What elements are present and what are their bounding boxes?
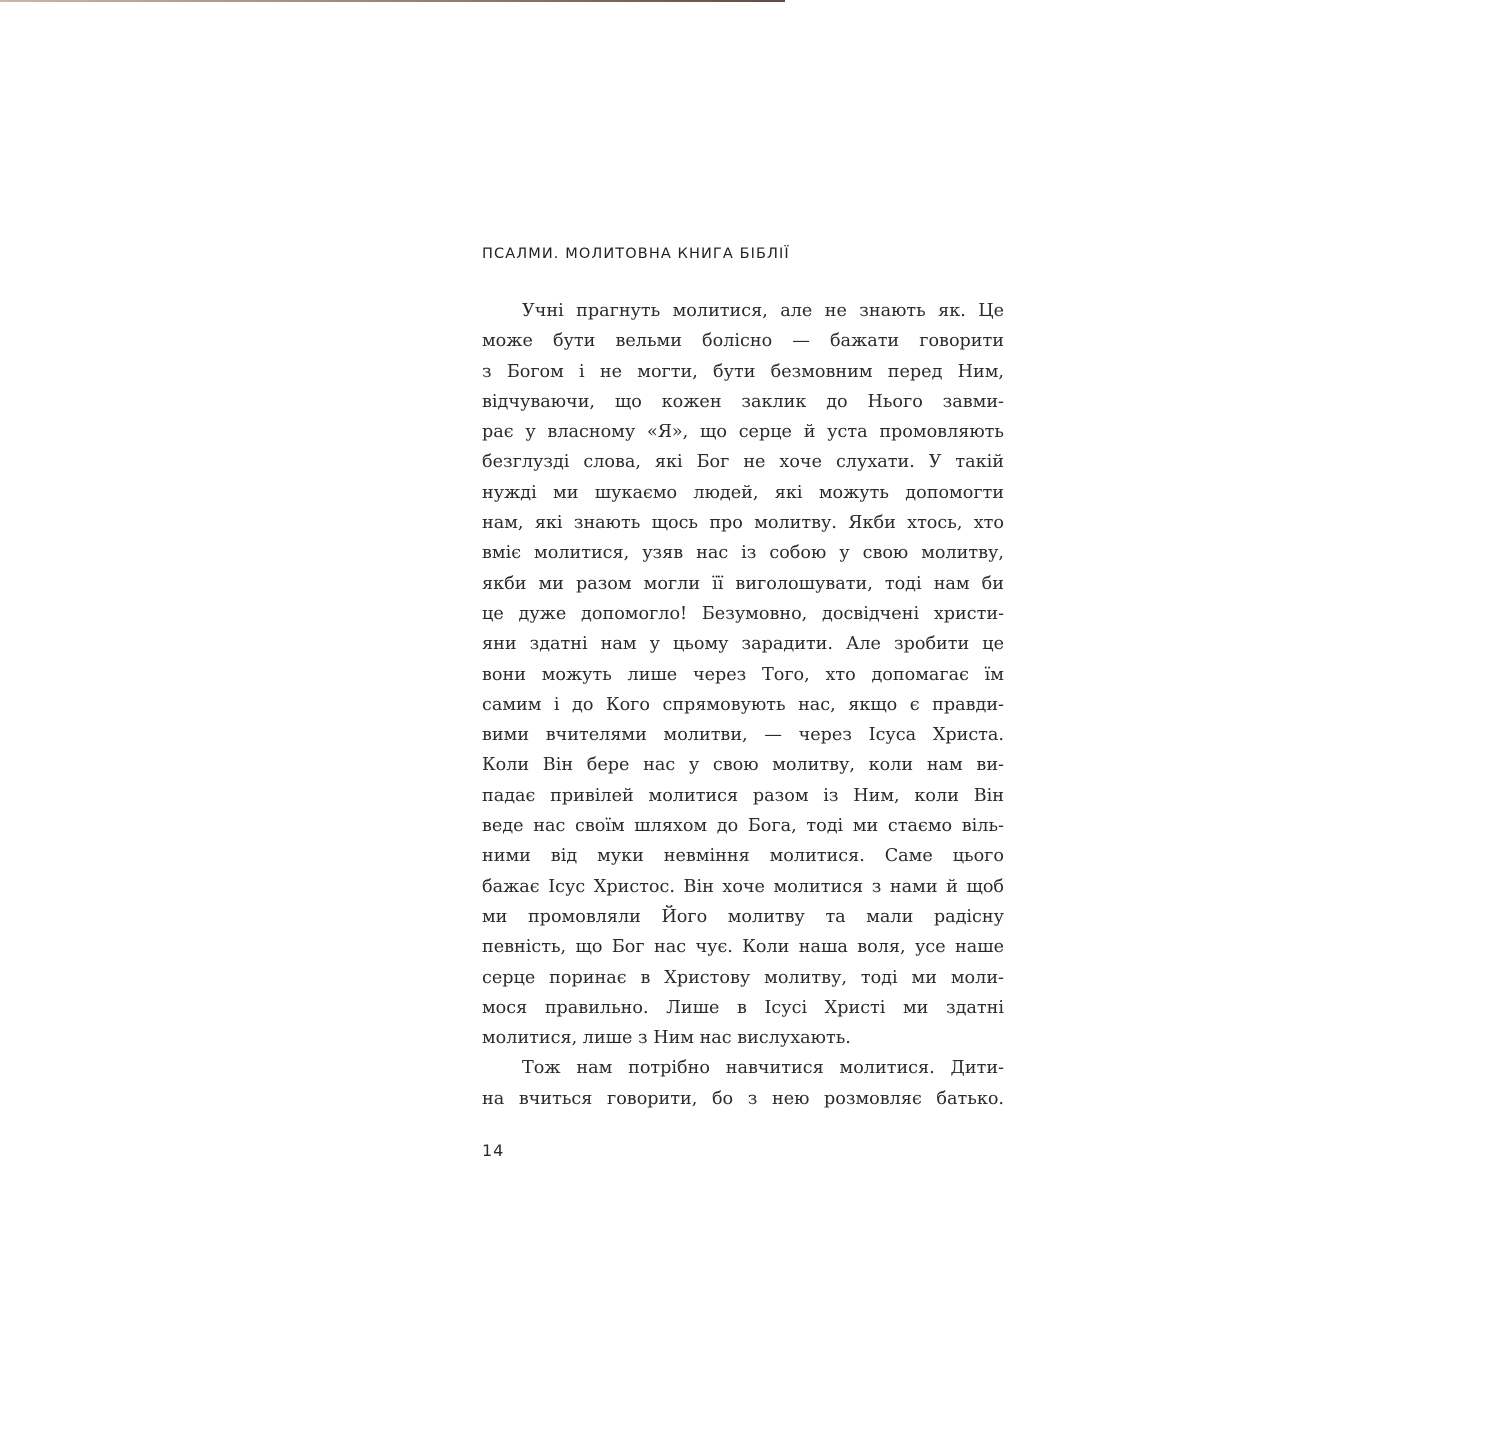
text-line: Тож нам потрібно навчитися молитися. Дити- [522, 1058, 1004, 1079]
text-line: серце поринає в Христову молитву, тоді ми моли- [482, 967, 1004, 988]
text-line: ми промовляли Його молитву та мали радісну [482, 906, 1004, 927]
text-line: відчуваючи, що кожен заклик до Нього завми- [482, 391, 1004, 412]
text-line: на вчиться говорити, бо з нею розмовляє батько. [482, 1088, 1004, 1109]
text-line: вони можуть лише через Того, хто допомагає їм [482, 664, 1004, 685]
book-page [482, 0, 1004, 1432]
text-line: певність, що Бог нас чує. Коли наша воля, усе наше [482, 937, 1004, 958]
body-text [482, 296, 1004, 1114]
text-line: нужді ми шукаємо людей, які можуть допомогти [482, 482, 1004, 503]
running-head: ПСАЛМИ. МОЛИТОВНА КНИГА БІБЛІЇ [482, 246, 790, 262]
text-line: з Богом і не могти, бути безмовним перед Ним, [482, 361, 1004, 382]
text-line: мося правильно. Лише в Ісусі Христі ми здатні [482, 997, 1004, 1018]
text-line: падає привілей молитися разом із Ним, коли Він [482, 785, 1004, 806]
paragraph [482, 296, 1004, 1053]
text-line: рає у власному «Я», що серце й уста промовляють [482, 422, 1004, 443]
text-line: Коли Він бере нас у свою молитву, коли нам ви- [482, 755, 1004, 776]
text-line: безглузді слова, які Бог не хоче слухати. У такій [482, 452, 1004, 473]
paragraph [482, 1053, 1004, 1114]
text-line: молитися, лише з Ним нас вислухають. [482, 1028, 851, 1049]
text-line: вміє молитися, узяв нас із собою у свою молитву, [482, 543, 1004, 564]
text-line: Учні прагнуть молитися, але не знають як. Це [522, 301, 1004, 321]
text-line: це дуже допомогло! Безумовно, досвідчені христи- [482, 603, 1004, 624]
page-number: 14 [482, 1141, 505, 1160]
text-line: ними від муки невміння молитися. Саме цього [482, 846, 1004, 867]
text-line: веде нас своїм шляхом до Бога, тоді ми стаємо віль- [482, 816, 1004, 837]
text-line: може бути вельми болісно — бажати говорити [482, 331, 1004, 352]
text-line: нам, які знають щось про молитву. Якби хтось, хто [482, 513, 1004, 534]
text-line: яни здатні нам у цьому зарадити. Але зробити це [482, 634, 1004, 655]
text-line: бажає Ісус Христос. Він хоче молитися з нами й щоб [482, 876, 1004, 897]
text-line: самим і до Кого спрямовують нас, якщо є правди- [482, 694, 1004, 715]
text-line: якби ми разом могли її виголошувати, тоді нам би [482, 573, 1004, 594]
text-line: вими вчителями молитви, — через Ісуса Христа. [482, 725, 1004, 746]
